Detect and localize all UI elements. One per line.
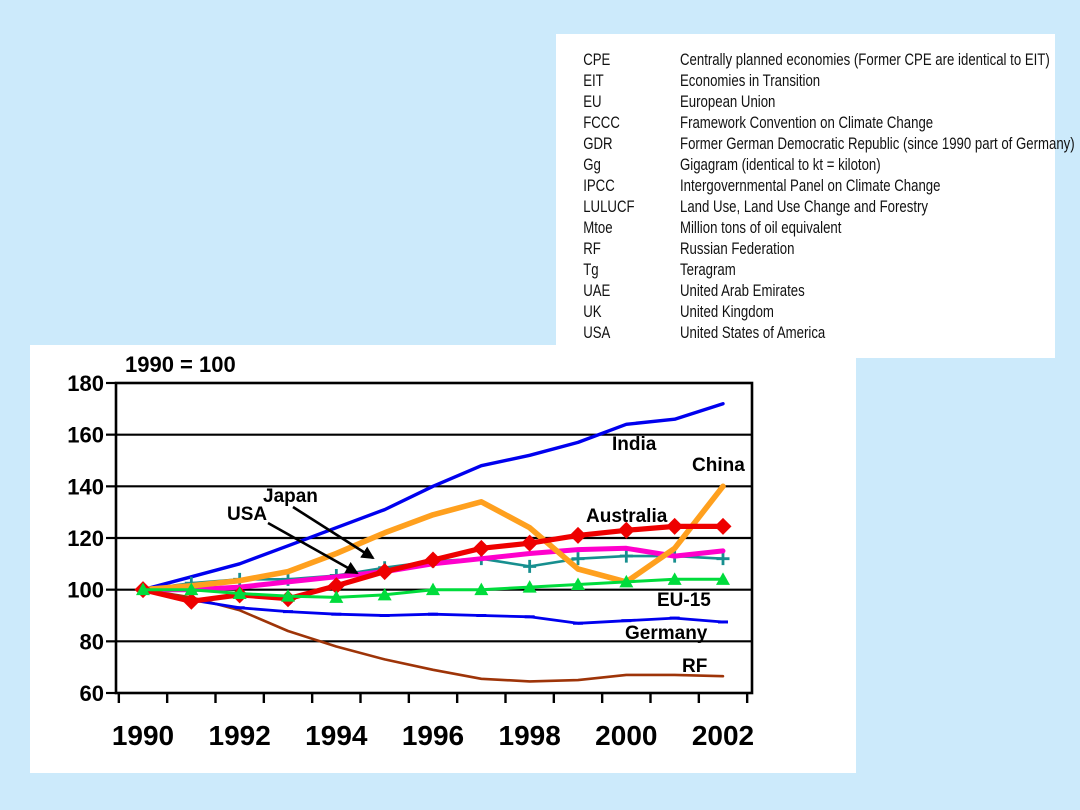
glossary-definition: Framework Convention on Climate Change [680, 114, 934, 132]
x-axis-label-1990: 1990 [111, 720, 175, 751]
glossary-term: GDR [583, 135, 613, 153]
y-axis-label-120: 120 [67, 526, 104, 551]
glossary-definition: United Kingdom [680, 303, 774, 321]
marker-dash-germany [331, 613, 341, 616]
glossary-term: EU [583, 93, 602, 111]
glossary-row [556, 218, 1055, 239]
marker-dash-germany [718, 620, 728, 623]
glossary-term: RF [583, 240, 601, 258]
glossary-definition: Million tons of oil equivalent [680, 219, 842, 237]
glossary-panel [556, 34, 1075, 358]
glossary-definition: Gigagram (identical to kt = kiloton) [680, 156, 881, 174]
marker-diamond-australia [666, 518, 683, 535]
glossary-row [556, 239, 1055, 260]
x-axis-label-1994: 1994 [305, 720, 368, 751]
glossary-term: Mtoe [583, 219, 613, 237]
glossary-row [556, 50, 1055, 71]
chart-panel [30, 345, 856, 773]
glossary-term: IPCC [583, 177, 615, 195]
marker-diamond-australia [473, 540, 490, 557]
glossary-row [556, 134, 1075, 155]
glossary-definition: European Union [680, 93, 776, 111]
marker-plus-japan [716, 552, 729, 565]
glossary-term: USA [583, 324, 611, 342]
series-label-germany: Germany [625, 623, 708, 644]
series-label-eu-15: EU-15 [657, 590, 711, 611]
marker-dash-germany [525, 615, 535, 618]
glossary-row [556, 176, 1055, 197]
series-label-japan: Japan [263, 486, 318, 507]
series-label-china: China [692, 455, 745, 476]
glossary-term: Gg [583, 156, 601, 174]
marker-dash-germany [428, 613, 438, 616]
glossary-term: EIT [583, 72, 604, 90]
glossary-list [556, 50, 1075, 344]
series-label-india: India [612, 434, 657, 455]
y-axis-label-100: 100 [67, 577, 104, 603]
x-axis-label-1996: 1996 [401, 720, 465, 751]
glossary-row [556, 92, 1055, 113]
x-axis-label-1998: 1998 [498, 720, 561, 751]
marker-dash-germany [380, 614, 390, 617]
glossary-row [556, 71, 1055, 92]
marker-diamond-australia [714, 518, 731, 535]
marker-dash-germany [573, 622, 583, 625]
marker-dash-germany [476, 614, 486, 617]
glossary-definition: Intergovernmental Panel on Climate Change [680, 177, 941, 195]
glossary-definition: Economies in Transition [680, 72, 821, 90]
glossary-row [556, 113, 1055, 134]
glossary-row [556, 260, 1055, 281]
glossary-term: CPE [583, 51, 611, 69]
glossary-definition: United States of America [680, 324, 826, 342]
chart-title: 1990 = 100 [125, 352, 236, 377]
glossary-definition: United Arab Emirates [680, 282, 805, 300]
glossary-definition: Former German Democratic Republic (since 1990 part of Germany) [680, 135, 1075, 153]
marker-dash-germany [235, 606, 245, 609]
glossary-term: LULUCF [583, 198, 635, 216]
y-axis-label-160: 160 [67, 422, 104, 448]
glossary-row [556, 155, 1055, 176]
annotation-arrow-japan [293, 507, 373, 558]
marker-diamond-australia [569, 527, 586, 544]
glossary-definition: Russian Federation [680, 240, 795, 258]
y-axis-label-80: 80 [79, 629, 104, 655]
x-axis-label-1992: 1992 [208, 720, 271, 751]
y-axis-label-60: 60 [79, 681, 104, 706]
glossary-definition: Land Use, Land Use Change and Forestry [680, 198, 929, 216]
glossary-row [556, 302, 1055, 323]
glossary-term: UK [583, 303, 602, 321]
glossary-row [556, 281, 1055, 302]
x-axis-label-2002: 2002 [691, 720, 755, 751]
series-label-usa: USA [227, 504, 268, 525]
glossary-term: Tg [583, 261, 599, 279]
emissions-index-chart [30, 345, 856, 773]
glossary-term: UAE [583, 282, 611, 300]
y-axis-label-180: 180 [67, 371, 104, 396]
glossary-row [556, 197, 1055, 218]
marker-dash-germany [621, 619, 631, 622]
marker-plus-japan [523, 560, 536, 573]
glossary-definition: Teragram [680, 261, 736, 279]
marker-dash-germany [670, 617, 680, 620]
series-label-australia: Australia [586, 506, 668, 527]
x-axis-label-2000: 2000 [595, 720, 658, 751]
glossary-row [556, 323, 1055, 344]
marker-dash-germany [283, 610, 293, 613]
series-label-rf: RF [682, 656, 708, 677]
y-axis-label-140: 140 [67, 474, 104, 500]
glossary-definition: Centrally planned economies (Former CPE are identical to EIT) [680, 51, 1050, 69]
glossary-term: FCCC [583, 114, 620, 132]
